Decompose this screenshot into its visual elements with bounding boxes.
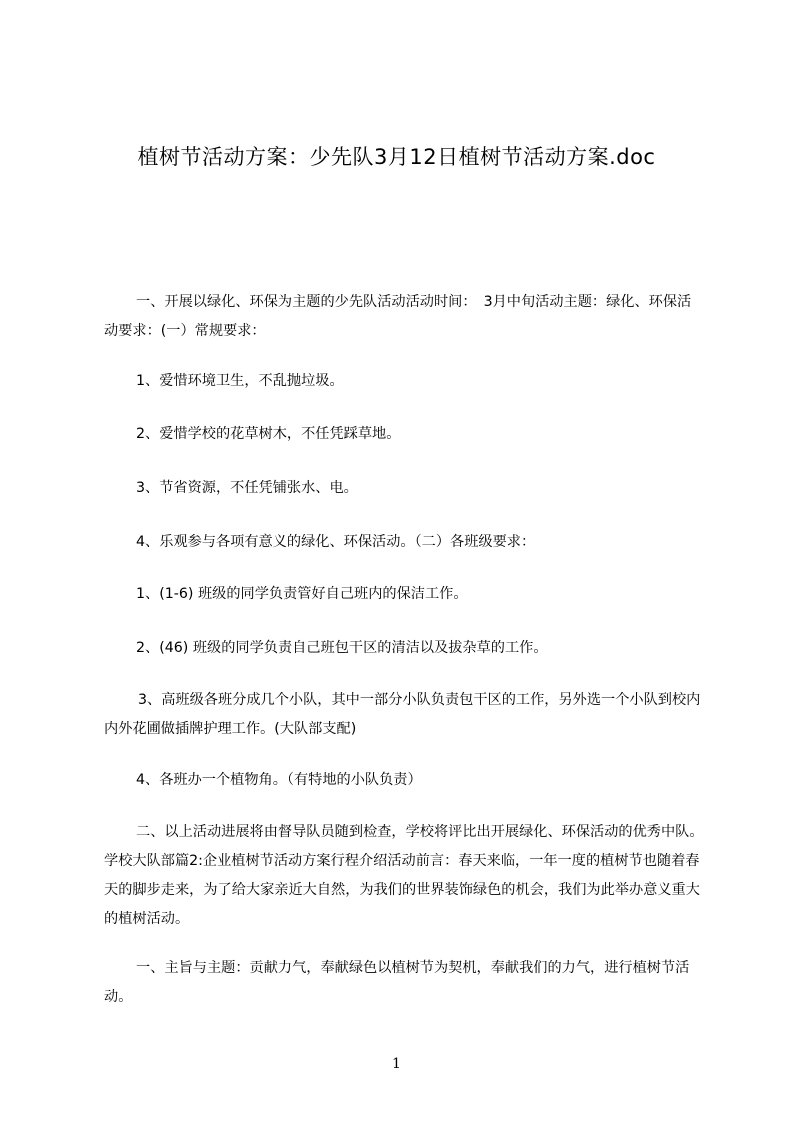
list-item-grade-1-6: 1、(1-6) 班级的同学负责管好自己班内的保洁工作。: [136, 586, 468, 602]
list-item-resources: 3、节省资源，不任凭铺张水、电。: [136, 480, 358, 496]
list-item-senior-grades: 3、高班级各班分成几个小队，其中一部分小队负责包干区的工作，另外选一个小队到校内内外花圃做插牌护理工作。(大队部支配): [104, 692, 701, 737]
paragraph-purpose-theme: 一、主旨与主题：贡献力气，奉献绿色以植树节为契机，奉献我们的力气，进行植树节活动。: [104, 960, 690, 1005]
page-number: 1: [392, 1056, 401, 1072]
list-item-participation: 4、乐观参与各项有意义的绿化、环保活动。（二）各班级要求：: [136, 534, 536, 550]
paragraph-inspection-and-preface: 二、以上活动进展将由督导队员随到检查，学校将评比出开展绿化、环保活动的优秀中队。学校大队部篇2:企业植树节活动方案行程介绍活动前言：春天来临，一年一度的植树节也随着春天的脚步走来，为了给大家亲近大自然，为我们的世界装饰绿色的机会，我们为此举办意义重大的植树活动。: [104, 824, 704, 927]
list-item-grade-46: 2、(46) 班级的同学负责自己班包干区的清洁以及拔杂草的工作。: [136, 640, 548, 656]
list-item-plants: 2、爱惜学校的花草树木，不任凭踩草地。: [136, 426, 401, 442]
list-item-hygiene: 1、爱惜环境卫生，不乱抛垃圾。: [136, 373, 344, 389]
document-title: 植树节活动方案：少先队3月12日植树节活动方案.doc: [137, 145, 656, 169]
list-item-plant-corner: 4、各班办一个植物角。（有特地的小队负责）: [136, 772, 422, 788]
paragraph-activity-theme: 一、开展以绿化、环保为主题的少先队活动活动时间： 3月中旬活动主题：绿化、环保活动要求：(一）常规要求：: [104, 294, 692, 339]
